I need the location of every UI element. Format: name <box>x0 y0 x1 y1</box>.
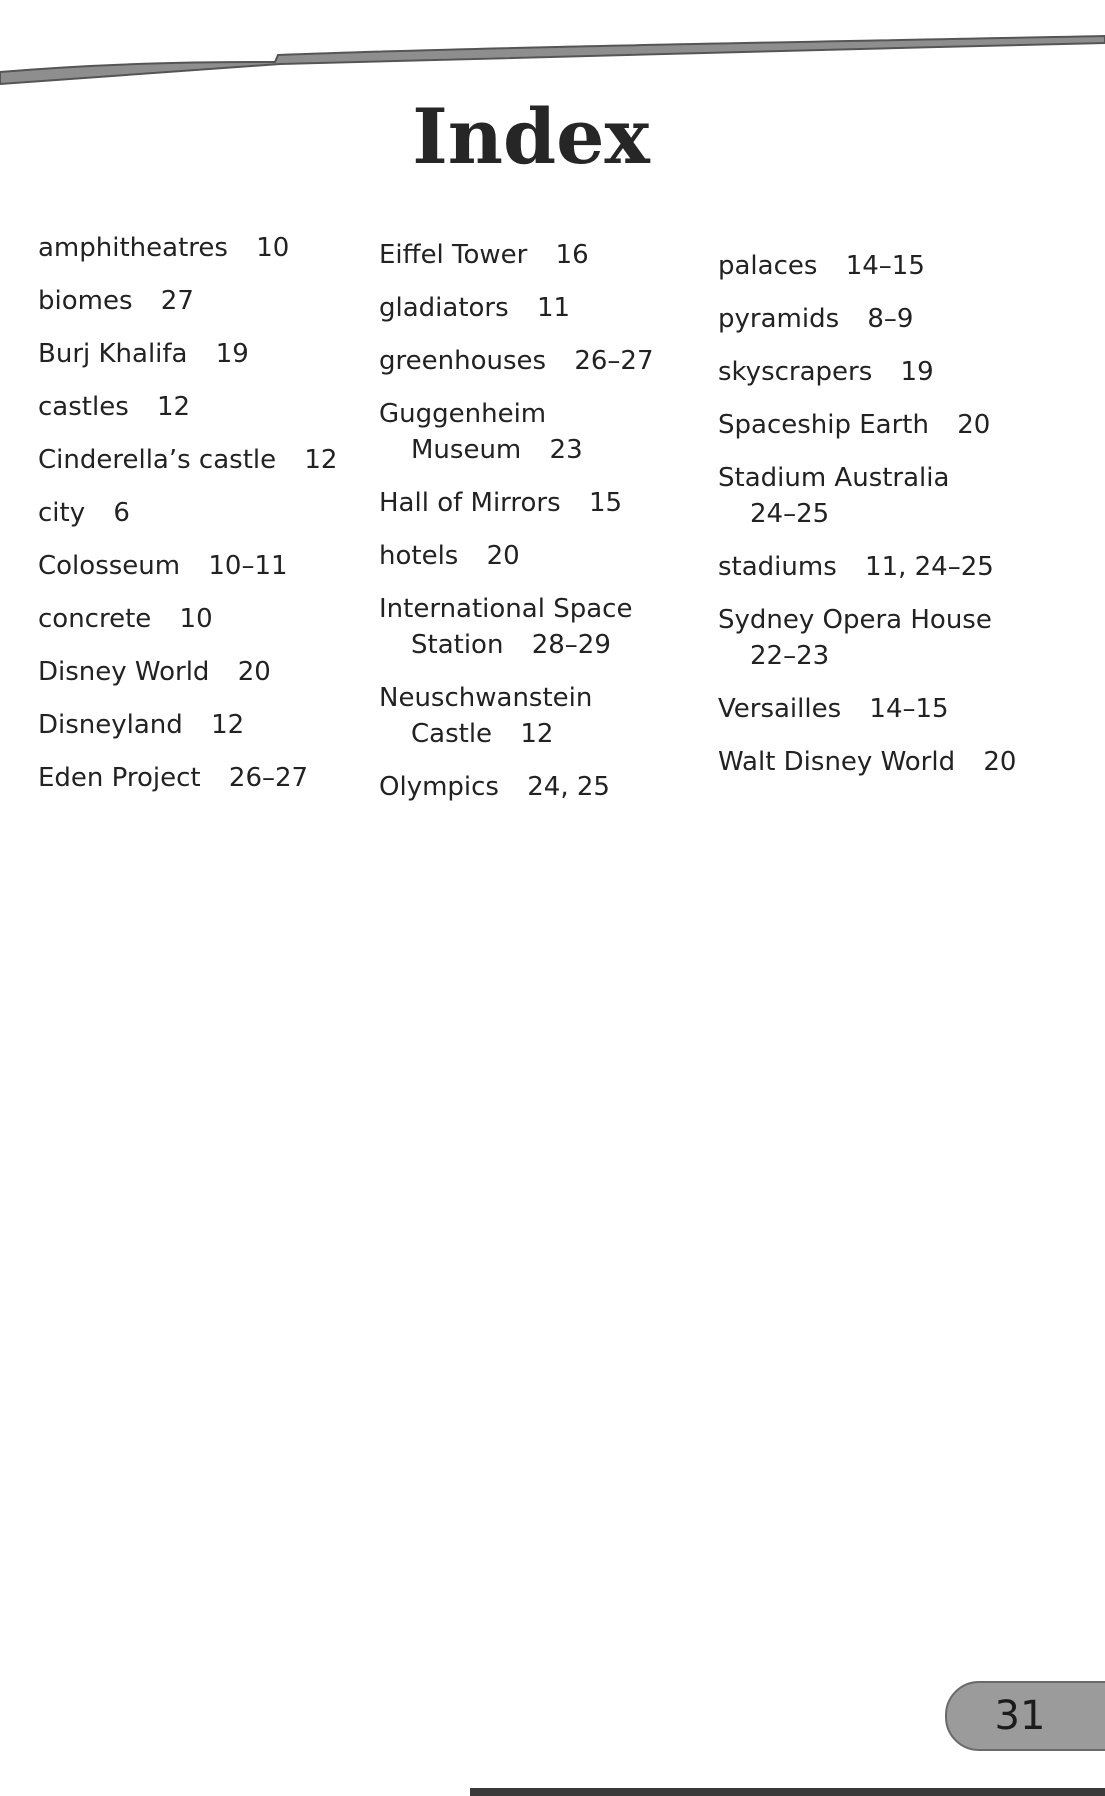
index-term: greenhouses <box>379 346 547 376</box>
index-pages: 20 <box>237 657 271 687</box>
index-pages: 12 <box>304 445 338 475</box>
index-entry <box>38 336 358 372</box>
index-entry <box>38 654 358 690</box>
index-term: gladiators <box>379 293 509 323</box>
index-term: pyramids <box>718 304 840 334</box>
index-column-3 <box>718 248 1058 797</box>
index-pages: 20 <box>486 541 520 571</box>
index-pages: 26–27 <box>574 346 654 376</box>
index-pages: 8–9 <box>867 304 914 334</box>
index-entry <box>718 691 1058 727</box>
bottom-rule <box>470 1788 1105 1796</box>
index-entry <box>38 442 358 478</box>
index-pages: 6 <box>113 498 130 528</box>
index-pages: 10 <box>256 233 290 263</box>
index-pages: 24–25 <box>750 499 830 529</box>
index-term: Hall of Mirrors <box>379 488 561 518</box>
index-term: Colosseum <box>38 551 181 581</box>
index-pages: 19 <box>215 339 249 369</box>
index-column-1 <box>38 230 358 813</box>
index-entry <box>718 407 1058 443</box>
index-entry <box>718 744 1058 780</box>
index-term: Olympics <box>379 772 499 802</box>
index-entry <box>718 549 1058 585</box>
index-entry <box>718 460 1020 532</box>
index-pages: 24, 25 <box>527 772 610 802</box>
index-entry <box>38 230 358 266</box>
index-term: International Space Station <box>379 594 633 660</box>
index-term: hotels <box>379 541 459 571</box>
index-pages: 11 <box>536 293 571 323</box>
index-term: castles <box>38 392 129 422</box>
index-entry <box>379 396 681 468</box>
index-pages: 27 <box>160 286 194 316</box>
index-entry <box>379 591 681 663</box>
page-title: Index <box>412 92 650 181</box>
index-pages: 20 <box>983 747 1017 777</box>
page-number: 31 <box>994 1693 1046 1739</box>
index-pages: 11, 24–25 <box>865 552 994 582</box>
index-term: Versailles <box>718 694 842 724</box>
index-entry <box>379 343 699 379</box>
index-pages: 28–29 <box>531 630 611 660</box>
index-pages: 23 <box>549 435 583 465</box>
index-term: stadiums <box>718 552 837 582</box>
index-term: Spaceship Earth <box>718 410 929 440</box>
index-pages: 26–27 <box>228 763 309 793</box>
index-term: Disneyland <box>38 710 183 740</box>
index-term: Burj Khalifa <box>38 339 188 369</box>
index-pages: 14–15 <box>845 251 925 281</box>
index-entry <box>379 485 699 521</box>
index-term: biomes <box>38 286 133 316</box>
index-term: skyscrapers <box>718 357 873 387</box>
index-term: Neuschwanstein Castle <box>379 683 593 749</box>
index-entry <box>38 707 358 743</box>
index-entry <box>379 290 699 326</box>
index-pages: 19 <box>900 357 934 387</box>
index-term: amphitheatres <box>38 233 228 263</box>
index-entry <box>718 248 1058 284</box>
index-pages: 20 <box>957 410 991 440</box>
index-term: Cinderella’s castle <box>38 445 277 475</box>
index-pages: 12 <box>211 710 245 740</box>
index-pages: 14–15 <box>869 694 949 724</box>
index-entry <box>379 769 699 805</box>
index-term: Sydney Opera House <box>718 605 992 635</box>
index-entry <box>38 389 358 425</box>
index-term: palaces <box>718 251 818 281</box>
index-term: Disney World <box>38 657 210 687</box>
index-entry <box>718 354 1058 390</box>
index-entry <box>38 601 358 637</box>
index-entry <box>38 495 358 531</box>
index-pages: 22–23 <box>750 641 830 671</box>
index-pages: 12 <box>520 719 554 749</box>
index-entry <box>379 538 699 574</box>
index-term: city <box>38 498 86 528</box>
index-term: Walt Disney World <box>718 747 956 777</box>
index-entry <box>718 301 1058 337</box>
index-column-2 <box>379 237 699 822</box>
index-pages: 12 <box>157 392 191 422</box>
index-entry <box>718 602 1020 674</box>
index-entry <box>38 283 358 319</box>
index-term: concrete <box>38 604 152 634</box>
index-term: Guggenheim Museum <box>379 399 547 465</box>
index-entry <box>38 548 358 584</box>
index-entry <box>38 760 358 796</box>
index-term: Stadium Australia <box>718 463 950 493</box>
index-pages: 10 <box>179 604 213 634</box>
index-pages: 15 <box>588 488 623 518</box>
index-term: Eden Project <box>38 763 201 793</box>
index-term: Eiffel Tower <box>379 240 528 270</box>
index-pages: 10–11 <box>208 551 288 581</box>
index-pages: 16 <box>555 240 589 270</box>
index-entry <box>379 237 699 273</box>
index-entry <box>379 680 681 752</box>
